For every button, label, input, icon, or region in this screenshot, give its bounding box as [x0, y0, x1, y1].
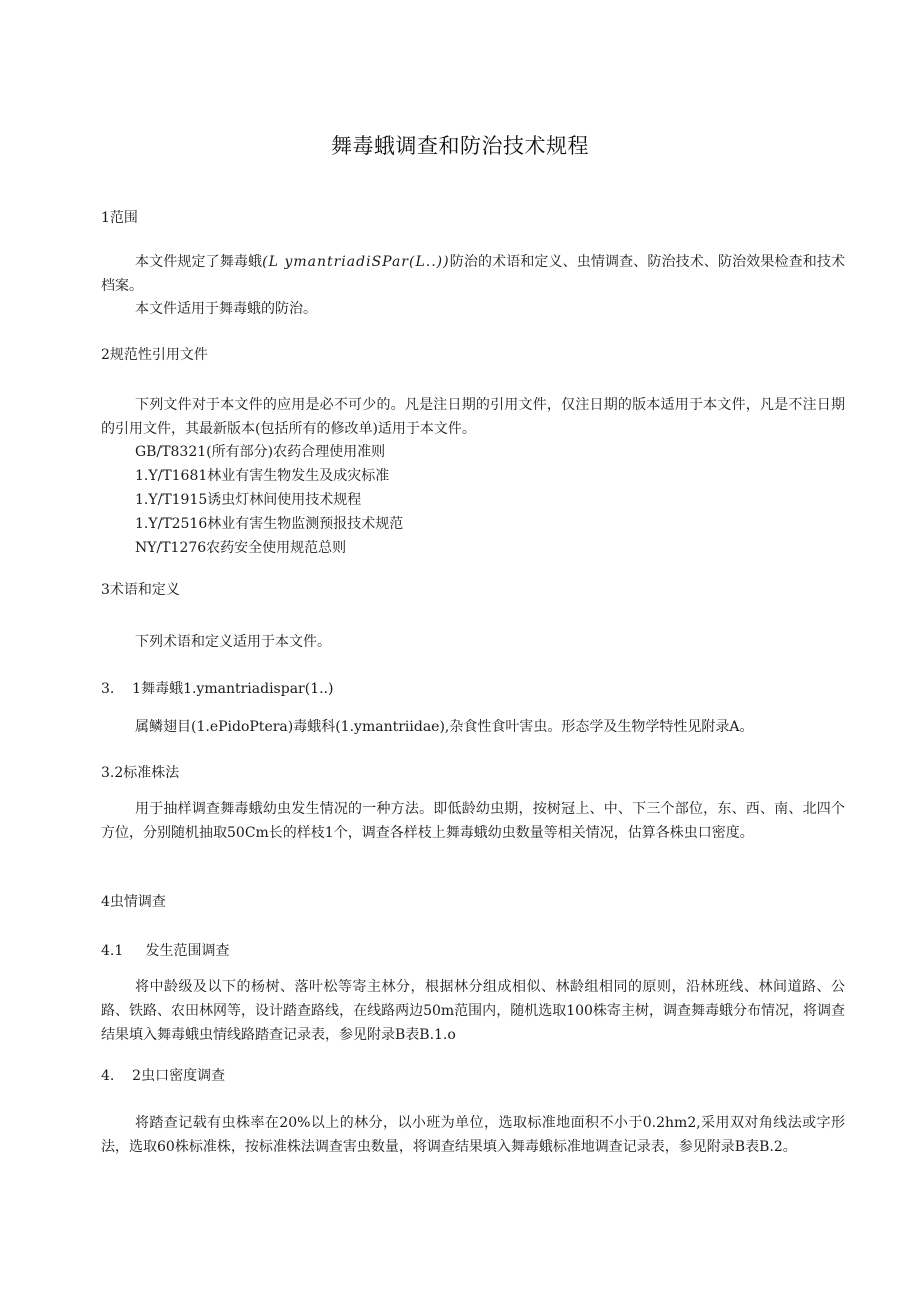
section-2-heading: 2规范性引用文件 — [101, 347, 208, 363]
subsection-4-1-paragraph: 将中龄级及以下的杨树、落叶松等寄主林分，根据林分组成相似、林龄组相同的原则，沿林班线、林间道路、公路、铁路、农田林网等，设计踏查路线，在线路两边50m范围内，随机选取100株寄主树，调查舞毒蛾分布情况，将调查结果填入舞毒蛾虫情线路踏查记录表，参见附录B表B.1.o — [101, 979, 845, 1043]
document-title: 舞毒蛾调查和防治技术规程 — [331, 134, 589, 158]
section-1-text-post: 防治的术语和定义、虫情调查、防治技术、防治效果检查和技术档案。 — [101, 254, 846, 294]
term-3-1-definition: 属鳞翅目(1.ePidoPtera)毒蛾科(1.ymantriidae),杂食性食叶害虫。形态学及生物学特性见附录A。 — [135, 719, 754, 735]
section-1-text-pre: 本文件规定了舞毒蛾 — [135, 254, 263, 270]
term-3-2-heading: 3.2标准株法 — [101, 765, 180, 781]
section-1-paragraph-1 — [101, 250, 845, 298]
subsection-4-2-paragraph: 将踏查记载有虫株率在20%以上的林分，以小班为单位，选取标准地面积不小于0.2hm2,采用双对角线法或字形法，选取60株标准株，按标准株法调查害虫数量，将调查结果填入舞毒蛾标准地调查记录表，参见附录B表B.2。 — [101, 1115, 845, 1155]
reference-item: 1.Y/T1915诱虫灯林间使用技术规程 — [135, 492, 362, 508]
section-1-latin-name: (L ymantriadiSPar(L..)) — [262, 254, 450, 270]
subsection-4-1-heading: 4.1 发生范围调查 — [101, 943, 230, 959]
reference-item: GB/T8321(所有部分)农药合理使用准则 — [135, 444, 386, 460]
section-1-paragraph-2: 本文件适用于舞毒蛾的防治。 — [135, 301, 317, 317]
reference-item: 1.Y/T2516林业有害生物监测预报技术规范 — [135, 516, 404, 532]
section-2-paragraph-1: 下列文件对于本文件的应用是必不可少的。凡是注日期的引用文件，仅注日期的版本适用于本文件，凡是不注日期的引用文件，其最新版本(包括所有的修改单)适用于本文件。 — [101, 397, 845, 437]
term-3-1-heading: 3. 1舞毒蛾1.ymantriadispar(1..) — [101, 681, 334, 697]
section-3-paragraph-1: 下列术语和定义适用于本文件。 — [135, 634, 331, 650]
reference-item: NY/T1276农药安全使用规范总则 — [135, 540, 347, 556]
subsection-4-2-heading: 4. 2虫口密度调查 — [101, 1068, 226, 1084]
term-3-2-definition: 用于抽样调查舞毒蛾幼虫发生情况的一种方法。即低龄幼虫期，按树冠上、中、下三个部位，东、西、南、北四个方位，分别随机抽取50Cm长的样枝1个，调查各样枝上舞毒蛾幼虫数量等相关情况，估算各株虫口密度。 — [101, 801, 845, 841]
section-4-heading: 4虫情调查 — [101, 894, 166, 910]
section-1-heading: 1范围 — [101, 210, 138, 226]
reference-item: 1.Y/T1681林业有害生物发生及成灾标准 — [135, 468, 390, 484]
section-3-heading: 3术语和定义 — [101, 582, 180, 598]
